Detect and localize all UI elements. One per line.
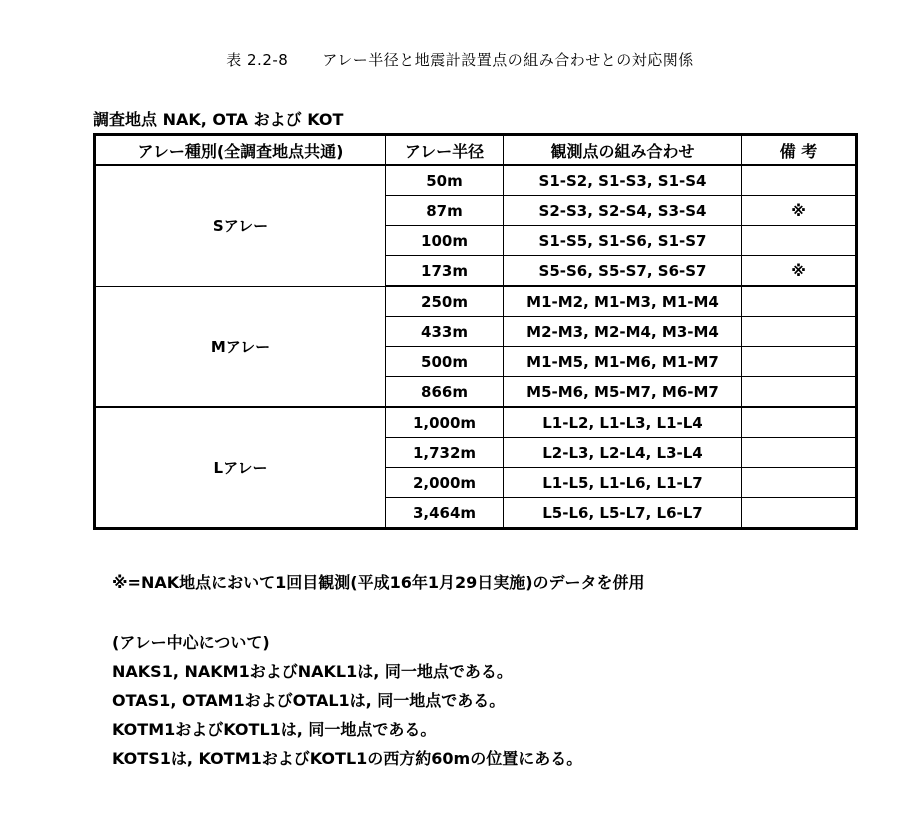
radius-cell: 173m	[386, 256, 504, 287]
array-type-cell: Lアレー	[95, 407, 386, 529]
remark-cell: ※	[742, 256, 857, 287]
remark-cell	[742, 498, 857, 529]
combination-cell: S1-S2, S1-S3, S1-S4	[504, 165, 742, 196]
header-radius: アレー半径	[386, 135, 504, 166]
combination-cell: M2-M3, M2-M4, M3-M4	[504, 317, 742, 347]
table-row	[95, 407, 857, 438]
table-row	[95, 165, 857, 196]
combination-cell: M5-M6, M5-M7, M6-M7	[504, 377, 742, 408]
remark-cell	[742, 286, 857, 317]
remark-cell	[742, 347, 857, 377]
header-remarks: 備 考	[742, 135, 857, 166]
combination-cell: L1-L2, L1-L3, L1-L4	[504, 407, 742, 438]
remark-cell	[742, 226, 857, 256]
header-array-type: アレー種別(全調査地点共通)	[95, 135, 386, 166]
array-center-notes	[112, 628, 582, 773]
combination-cell: L1-L5, L1-L6, L1-L7	[504, 468, 742, 498]
radius-cell: 1,732m	[386, 438, 504, 468]
remark-cell	[742, 317, 857, 347]
footnote: ※=NAK地点において1回目観測(平成16年1月29日実施)のデータを併用	[112, 573, 645, 592]
table-header-row	[95, 135, 857, 166]
combination-cell: M1-M2, M1-M3, M1-M4	[504, 286, 742, 317]
radius-cell: 100m	[386, 226, 504, 256]
center-note-line: NAKS1, NAKM1およびNAKL1は, 同一地点である。	[112, 662, 513, 681]
survey-location: 調査地点 NAK, OTA および KOT	[93, 110, 344, 129]
radius-cell: 50m	[386, 165, 504, 196]
header-combination: 観測点の組み合わせ	[504, 135, 742, 166]
radius-cell: 433m	[386, 317, 504, 347]
radius-cell: 866m	[386, 377, 504, 408]
remark-cell	[742, 468, 857, 498]
table-number: 表 2.2-8	[226, 51, 289, 69]
table-row	[95, 286, 857, 317]
center-note-line: OTAS1, OTAM1およびOTAL1は, 同一地点である。	[112, 691, 506, 710]
radius-cell: 1,000m	[386, 407, 504, 438]
center-note-line: KOTS1は, KOTM1およびKOTL1の西方約60mの位置にある。	[112, 749, 583, 768]
remark-cell	[742, 438, 857, 468]
remark-cell	[742, 407, 857, 438]
combination-cell: S1-S5, S1-S6, S1-S7	[504, 226, 742, 256]
combination-cell: S2-S3, S2-S4, S3-S4	[504, 196, 742, 226]
radius-cell: 250m	[386, 286, 504, 317]
combination-cell: L5-L6, L5-L7, L6-L7	[504, 498, 742, 529]
radius-cell: 500m	[386, 347, 504, 377]
center-note-line: KOTM1およびKOTL1は, 同一地点である。	[112, 720, 437, 739]
radius-cell: 87m	[386, 196, 504, 226]
array-type-cell: Sアレー	[95, 165, 386, 286]
remark-cell	[742, 377, 857, 408]
combination-cell: S5-S6, S5-S7, S6-S7	[504, 256, 742, 287]
combination-cell: M1-M5, M1-M6, M1-M7	[504, 347, 742, 377]
table-title: アレー半径と地震計設置点の組み合わせとの対応関係	[322, 51, 694, 69]
table-caption	[0, 49, 920, 70]
radius-cell: 2,000m	[386, 468, 504, 498]
remark-cell: ※	[742, 196, 857, 226]
array-type-cell: Mアレー	[95, 286, 386, 407]
radius-cell: 3,464m	[386, 498, 504, 529]
center-notes-heading: (アレー中心について)	[112, 633, 270, 652]
remark-cell	[742, 165, 857, 196]
array-table	[93, 133, 858, 530]
combination-cell: L2-L3, L2-L4, L3-L4	[504, 438, 742, 468]
